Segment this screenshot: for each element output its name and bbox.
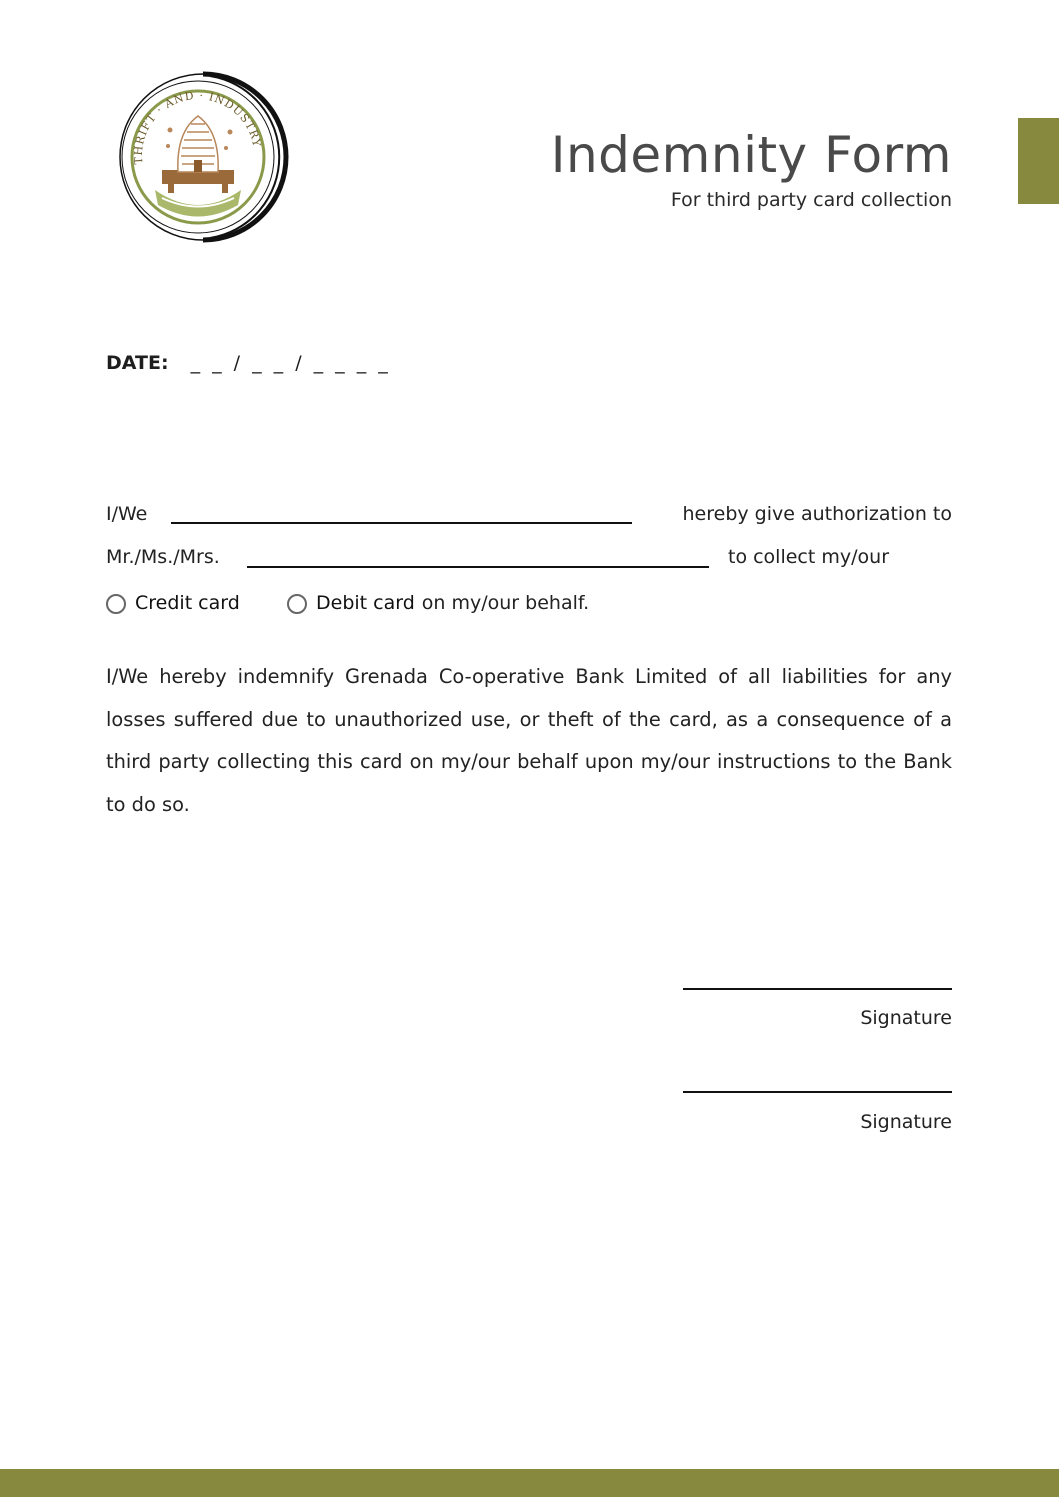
date-field[interactable]: _ _ / _ _ / _ _ _ _ [190,352,391,374]
signature-line-2[interactable] [683,1091,952,1093]
signature-label-1: Signature [860,1007,952,1029]
collector-name-field[interactable] [247,566,709,568]
form-subtitle: For third party card collection [670,189,952,211]
signature-label-2: Signature [860,1111,952,1133]
signature-line-1[interactable] [683,988,952,990]
debit-card-label: Debit card [316,591,415,614]
iwe-label: I/We [106,503,148,525]
collect-text: to collect my/our [728,546,889,568]
beehive-seal-icon [110,70,294,244]
credit-card-option[interactable] [106,591,240,614]
on-behalf-text: on my/our behalf. [421,591,590,614]
collector-title-label: Mr./Ms./Mrs. [106,546,220,568]
authorizer-name-field[interactable] [171,522,632,524]
accent-side-tab [1018,118,1059,204]
debit-card-radio[interactable] [287,594,307,614]
authorization-text: hereby give authorization to [682,503,952,525]
form-title: Indemnity Form [550,126,952,184]
date-row [106,352,391,374]
accent-bottom-bar [0,1469,1059,1497]
bank-seal-logo [110,70,294,244]
credit-card-label: Credit card [135,591,240,614]
credit-card-radio[interactable] [106,594,126,614]
svg-text:THRIFT · AND · INDUSTRY: THRIFT · AND · INDUSTRY [131,89,264,165]
indemnity-paragraph: I/We hereby indemnify Grenada Co-operative Bank Limited of all liabilities for any losses suffered due to unauthorized use, or theft of the card, as a consequence of a third party collecting this card on my/our behalf upon my/our instructions to the Bank to do so. [106,665,952,816]
debit-card-option[interactable] [287,591,589,614]
date-label: DATE: [106,352,169,374]
